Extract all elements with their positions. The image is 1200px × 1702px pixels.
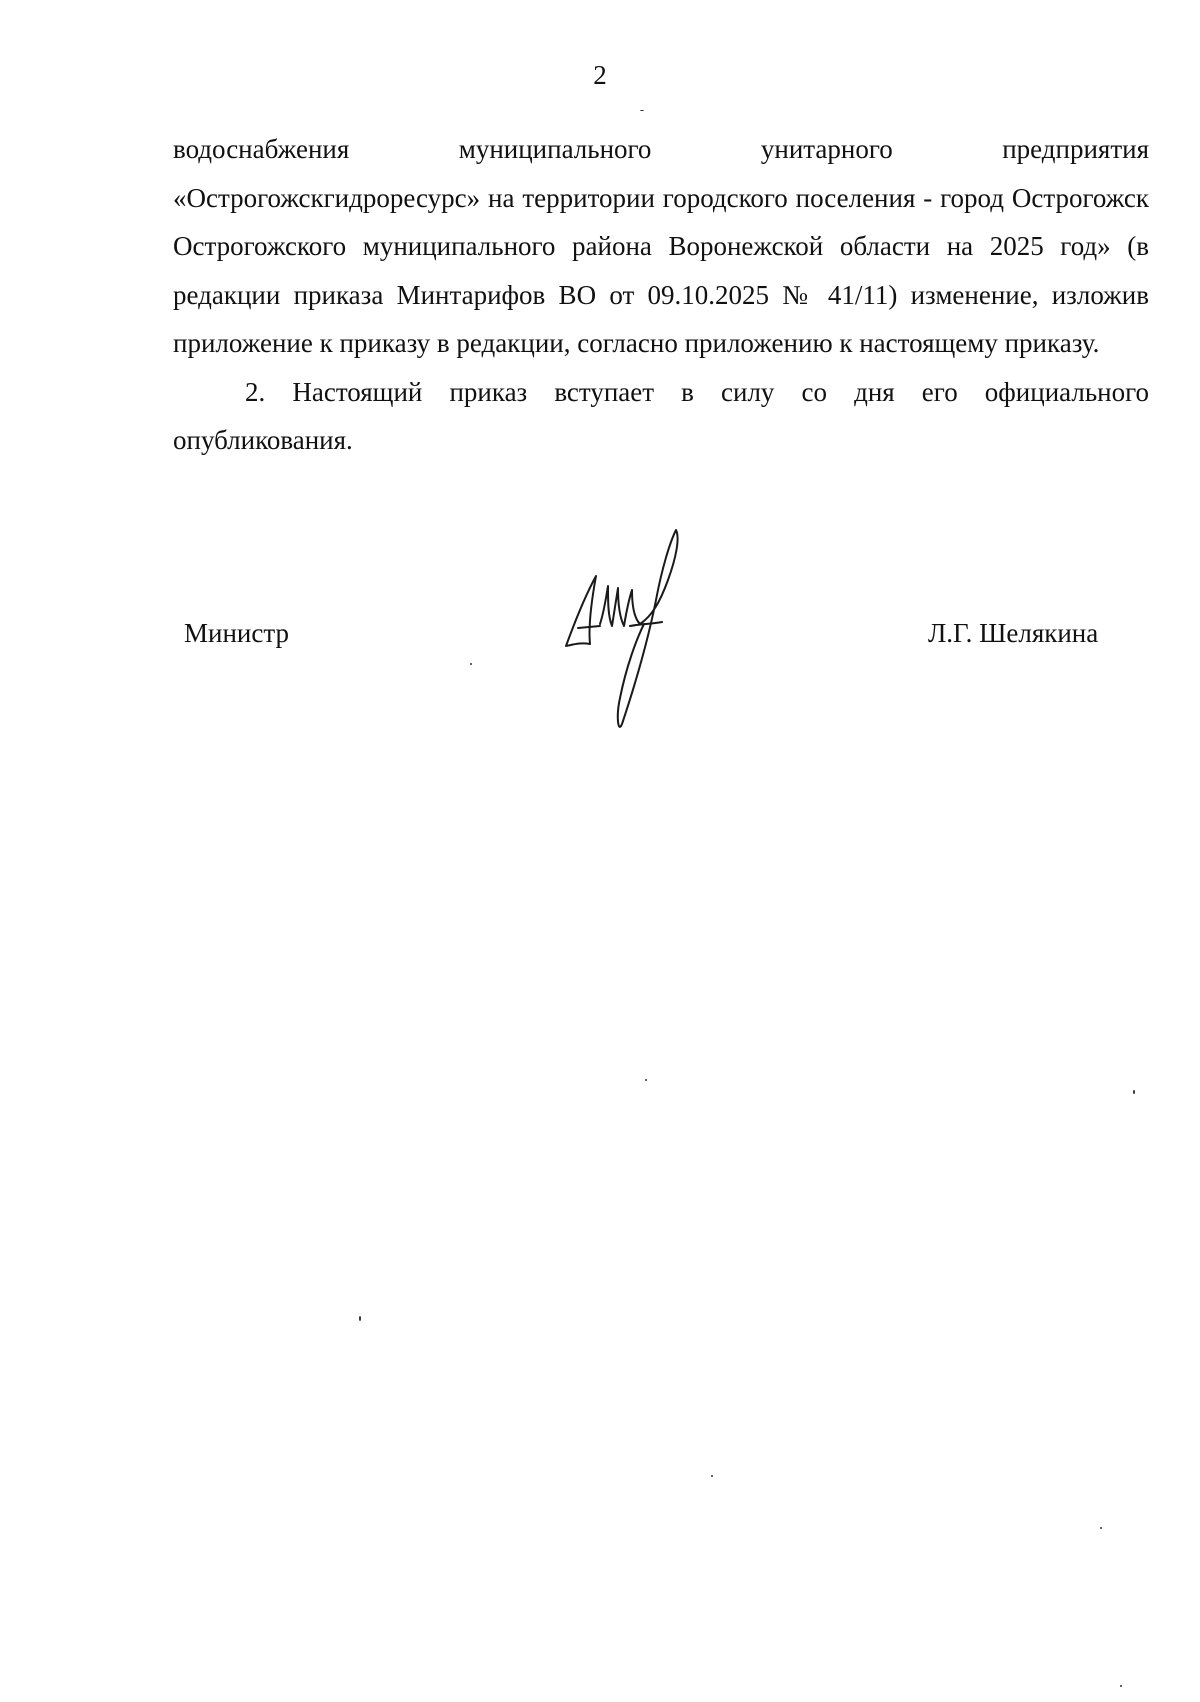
scan-speck — [359, 1316, 361, 1321]
signer-position: Министр — [184, 618, 289, 648]
scan-speck — [1100, 1527, 1102, 1529]
scan-speck — [470, 663, 472, 665]
scan-speck — [1120, 1685, 1122, 1687]
signer-name: Л.Г. Шелякина — [928, 618, 1099, 648]
signature-block — [0, 0, 1200, 760]
body-paragraph-2: 2. Настоящий приказ вступает в силу со дня его официального опубликования. — [173, 376, 1149, 455]
scan-speck — [711, 1475, 713, 1477]
scan-speck — [640, 110, 644, 111]
scan-speck — [645, 1079, 647, 1081]
handwritten-signature — [560, 528, 690, 738]
page-number: 2 — [593, 60, 607, 90]
scan-speck — [1133, 1090, 1135, 1094]
body-paragraph-1: водоснабжения муниципального унитарного предприятия «Острогожскгидроресурс» на территории городского поселения - город Острогожск Острогожского муниципального района Воронежской области на 2025 год» (в редакции приказа Минтарифов ВО от 09.10.2025 № 41/11) изменение, изложив приложение к приказу в редакции, согласно приложению к настоящему приказу. — [173, 134, 1149, 358]
